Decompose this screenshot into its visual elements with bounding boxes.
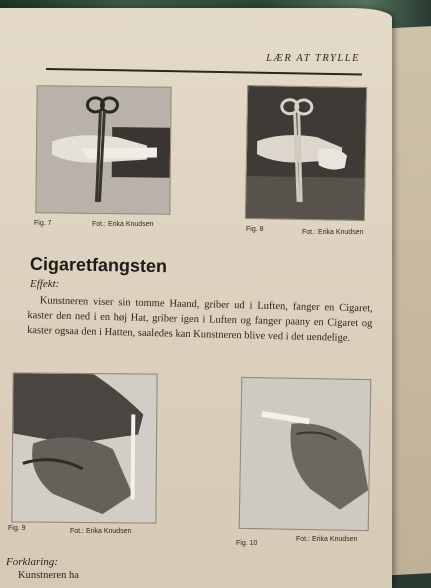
scissors-hands-image [36,86,170,213]
header-rule [46,68,362,75]
caption-fig-7-credit: Fot.: Erika Knudsen [92,221,154,228]
caption-fig-9-number: Fig. 9 [8,525,26,532]
explanation-paragraph: Kunstneren ha [18,570,79,581]
photo-fig-10 [239,377,372,531]
photo-fig-7 [35,85,171,214]
caption-fig-10-credit: Fot.: Erika Knudsen [296,536,358,543]
caption-fig-10-number: Fig. 10 [236,540,258,547]
caption-fig-9-credit: Fot.: Erika Knudsen [70,528,132,535]
explanation-label: Forklaring: [6,556,58,568]
effect-label: Effekt: [30,278,60,290]
hand-cigarette-image [240,378,371,530]
photo-fig-8 [245,85,367,221]
caption-fig-7-number: Fig. 7 [34,220,52,227]
section-title: Cigaretfangsten [29,253,168,277]
scissors-hands-image [246,86,366,220]
book-page [0,8,392,588]
photo-fig-9 [11,372,157,523]
effect-paragraph: Kunstneren viser sin tomme Haand, griber ud i Luften, fanger en Cigaret, kaster den ned i en høj Hat, griber igen i Luften og fanger paany en Cigaret og kaster ogsaa den i Hatten, saaledes kan Kunstneren blive ved i det uendelige. [26,295,373,344]
caption-fig-8-credit: Fot.: Erika Knudsen [302,229,364,236]
caption-fig-8-number: Fig. 8 [246,226,264,233]
running-head: LÆR AT TRYLLE [266,53,360,64]
hand-cigarette-image [12,373,156,522]
